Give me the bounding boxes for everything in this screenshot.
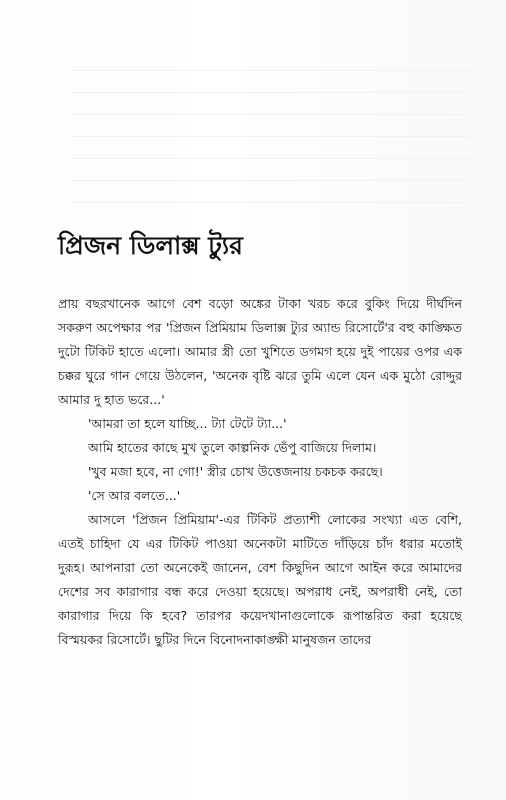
paragraph: প্রায় বছরখানেক আগে বেশ বড়ো অঙ্কের টাকা খরচ করে বুকিং দিয়ে দীর্ঘদিন সকরুণ অপেক্ষার পর 'প্রিজন প্রিমিয়াম ডিলাক্স ট্যুর অ্যান্ড রিসোর্টে'র বহু কাঙ্ক্ষিত দুটো টিকিট হাতে এলো। আমার স্ত্রী তো খুশিতে ডগমগ হয়ে দুই পায়ের ওপর এক চক্কর ঘুরে গান গেয়ে উঠলেন, 'অনেক বৃষ্টি ঝরে তুমি এলে যেন এক মুঠো রোদ্দুর আমার দু হাত ভরে...' xyxy=(58,296,462,407)
chapter-title: প্রিজন ডিলাক্স ট্যুর xyxy=(58,231,243,260)
bleed-through-lines xyxy=(70,70,470,224)
chapter-body xyxy=(58,292,462,652)
paragraph: 'খুব মজা হবে, না গো!' স্ত্রীর চোখ উত্তেজনায় চকচক করছে। xyxy=(88,464,383,479)
paragraph: 'আমরা তা হলে যাচ্ছি... ট্যা টেটে ট্যা...' xyxy=(88,416,287,431)
paragraph: 'সে আর বলতে...' xyxy=(88,488,181,503)
paragraph: আসলে 'প্রিজন প্রিমিয়াম'-এর টিকিট প্রত্যাশী লোকের সংখ্যা এত বেশি, এতই চাহিদা যে এর টিকিট পাওয়া অনেকটা মাটিতে দাঁড়িয়ে চাঁদ ধরার মতোই দুরূহ। আপনারা তো অনেকেই জানেন, বেশ কিছুদিন আগে আইন করে আমাদের দেশের সব কারাগার বন্ধ করে দেওয়া হয়েছে। অপরাধ নেই, অপরাধী নেই, তো কারাগার দিয়ে কি হবে? তারপর কয়েদখানাগুলোকে রূপান্তরিত করা হয়েছে বিস্ময়কর রিসোর্টে। ছুটির দিনে বিনোদনাকাঙ্ক্ষী মানুষজন তাদের xyxy=(58,512,462,647)
paragraph: আমি হাতের কাছে মুখ তুলে কাল্পনিক ভেঁপু বাজিয়ে দিলাম। xyxy=(88,440,377,455)
